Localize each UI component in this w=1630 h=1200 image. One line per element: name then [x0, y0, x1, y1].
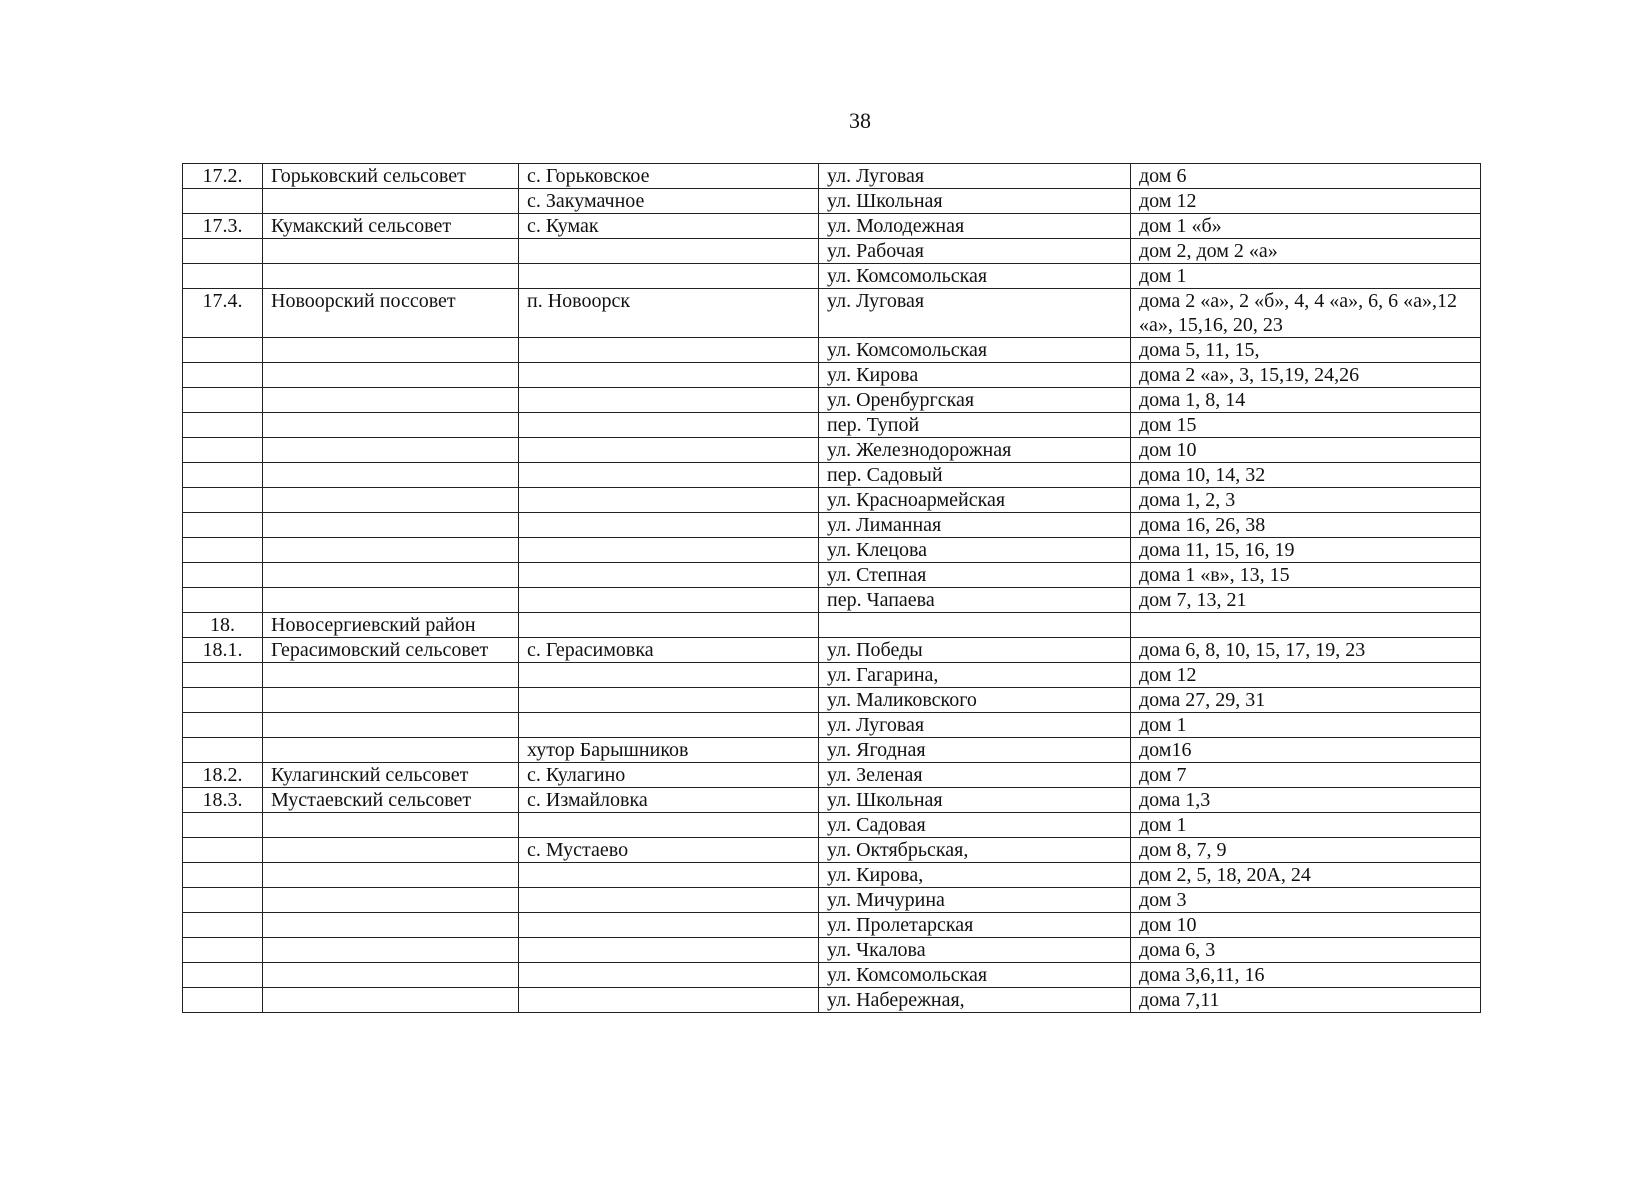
table-row: [183, 638, 1481, 663]
settlement-cell: с. Герасимовка: [519, 638, 819, 663]
houses-cell: дома 6, 3: [1131, 938, 1481, 963]
settlement-cell: [519, 538, 819, 563]
district-cell: Кулагинский сельсовет: [263, 763, 519, 788]
table-row: [183, 413, 1481, 438]
settlement-cell: с. Кумак: [519, 214, 819, 239]
item-number-cell: 17.3.: [183, 214, 263, 239]
street-cell: ул. Ягодная: [819, 738, 1131, 763]
item-number-cell: [183, 388, 263, 413]
table-row: [183, 463, 1481, 488]
street-cell: ул. Гагарина,: [819, 663, 1131, 688]
settlement-cell: с. Измайловка: [519, 788, 819, 813]
street-cell: пер. Чапаева: [819, 588, 1131, 613]
houses-cell: дом 8, 7, 9: [1131, 838, 1481, 863]
table-row: [183, 713, 1481, 738]
street-cell: пер. Тупой: [819, 413, 1131, 438]
district-cell: Мустаевский сельсовет: [263, 788, 519, 813]
houses-cell: [1131, 613, 1481, 638]
houses-cell: дом 7, 13, 21: [1131, 588, 1481, 613]
street-cell: ул. Железнодорожная: [819, 438, 1131, 463]
district-cell: [263, 663, 519, 688]
settlement-cell: [519, 363, 819, 388]
settlement-cell: [519, 463, 819, 488]
table-row: [183, 763, 1481, 788]
settlement-cell: [519, 688, 819, 713]
settlement-cell: [519, 388, 819, 413]
table-row: [183, 214, 1481, 239]
settlement-cell: [519, 813, 819, 838]
item-number-cell: [183, 338, 263, 363]
item-number-cell: [183, 264, 263, 289]
item-number-cell: 18.: [183, 613, 263, 638]
item-number-cell: [183, 513, 263, 538]
houses-cell: дом 10: [1131, 438, 1481, 463]
settlement-cell: [519, 988, 819, 1013]
houses-cell: дома 10, 14, 32: [1131, 463, 1481, 488]
item-number-cell: 18.1.: [183, 638, 263, 663]
settlement-cell: [519, 913, 819, 938]
table-row: [183, 738, 1481, 763]
table-row: [183, 863, 1481, 888]
table-row: [183, 838, 1481, 863]
settlement-cell: [519, 588, 819, 613]
district-cell: [263, 189, 519, 214]
houses-cell: дом 15: [1131, 413, 1481, 438]
table-row: [183, 813, 1481, 838]
street-cell: ул. Садовая: [819, 813, 1131, 838]
street-cell: ул. Комсомольская: [819, 338, 1131, 363]
houses-cell: дом 1 «б»: [1131, 214, 1481, 239]
houses-cell: дома 1, 2, 3: [1131, 488, 1481, 513]
item-number-cell: [183, 363, 263, 388]
district-cell: [263, 713, 519, 738]
district-cell: [263, 239, 519, 264]
settlement-cell: [519, 863, 819, 888]
settlement-cell: [519, 239, 819, 264]
street-cell: ул. Кирова: [819, 363, 1131, 388]
district-cell: [263, 463, 519, 488]
street-cell: ул. Зеленая: [819, 763, 1131, 788]
street-cell: [819, 613, 1131, 638]
table-row: [183, 563, 1481, 588]
table-row: [183, 988, 1481, 1013]
street-cell: ул. Победы: [819, 638, 1131, 663]
item-number-cell: [183, 463, 263, 488]
item-number-cell: [183, 963, 263, 988]
street-cell: ул. Молодежная: [819, 214, 1131, 239]
settlement-cell: хутор Барышников: [519, 738, 819, 763]
item-number-cell: [183, 888, 263, 913]
street-cell: ул. Степная: [819, 563, 1131, 588]
item-number-cell: 18.2.: [183, 763, 263, 788]
settlement-cell: с. Мустаево: [519, 838, 819, 863]
street-cell: ул. Красноармейская: [819, 488, 1131, 513]
table-row: [183, 388, 1481, 413]
street-cell: ул. Луговая: [819, 164, 1131, 189]
district-cell: [263, 838, 519, 863]
settlement-cell: [519, 938, 819, 963]
houses-cell: дом 2, 5, 18, 20А, 24: [1131, 863, 1481, 888]
district-cell: [263, 563, 519, 588]
street-cell: ул. Маликовского: [819, 688, 1131, 713]
houses-cell: дом 1: [1131, 813, 1481, 838]
item-number-cell: 17.4.: [183, 289, 263, 338]
table-row: [183, 963, 1481, 988]
district-cell: [263, 588, 519, 613]
table-row: [183, 264, 1481, 289]
item-number-cell: [183, 838, 263, 863]
district-cell: [263, 888, 519, 913]
district-cell: Новосергиевский район: [263, 613, 519, 638]
district-cell: [263, 938, 519, 963]
houses-cell: дома 16, 26, 38: [1131, 513, 1481, 538]
district-cell: [263, 438, 519, 463]
houses-cell: дома 6, 8, 10, 15, 17, 19, 23: [1131, 638, 1481, 663]
table-row: [183, 938, 1481, 963]
settlement-cell: с. Кулагино: [519, 763, 819, 788]
item-number-cell: [183, 913, 263, 938]
district-cell: [263, 813, 519, 838]
item-number-cell: [183, 988, 263, 1013]
houses-cell: дома 1 «в», 13, 15: [1131, 563, 1481, 588]
district-cell: [263, 688, 519, 713]
district-cell: Горьковский сельсовет: [263, 164, 519, 189]
street-cell: ул. Комсомольская: [819, 264, 1131, 289]
item-number-cell: [183, 438, 263, 463]
houses-cell: дом 1: [1131, 264, 1481, 289]
houses-cell: дом 12: [1131, 663, 1481, 688]
item-number-cell: [183, 563, 263, 588]
settlement-cell: с. Закумачное: [519, 189, 819, 214]
street-cell: ул. Чкалова: [819, 938, 1131, 963]
item-number-cell: 18.3.: [183, 788, 263, 813]
district-cell: [263, 388, 519, 413]
settlement-cell: [519, 888, 819, 913]
district-cell: Кумакский сельсовет: [263, 214, 519, 239]
street-cell: пер. Садовый: [819, 463, 1131, 488]
item-number-cell: [183, 413, 263, 438]
table-row: [183, 688, 1481, 713]
table-row: [183, 363, 1481, 388]
item-number-cell: 17.2.: [183, 164, 263, 189]
settlement-cell: [519, 488, 819, 513]
item-number-cell: [183, 588, 263, 613]
street-cell: ул. Набережная,: [819, 988, 1131, 1013]
item-number-cell: [183, 688, 263, 713]
table-row: [183, 488, 1481, 513]
settlement-cell: [519, 663, 819, 688]
houses-cell: дом 3: [1131, 888, 1481, 913]
table-row: [183, 663, 1481, 688]
houses-cell: дом 1: [1131, 713, 1481, 738]
table-row: [183, 289, 1481, 338]
settlement-cell: [519, 513, 819, 538]
item-number-cell: [183, 813, 263, 838]
settlement-cell: с. Горьковское: [519, 164, 819, 189]
street-cell: ул. Кирова,: [819, 863, 1131, 888]
settlement-cell: [519, 438, 819, 463]
table-row: [183, 913, 1481, 938]
houses-cell: дома 5, 11, 15,: [1131, 338, 1481, 363]
district-cell: [263, 338, 519, 363]
settlement-cell: [519, 563, 819, 588]
item-number-cell: [183, 713, 263, 738]
settlement-cell: [519, 713, 819, 738]
table-row: [183, 888, 1481, 913]
district-cell: [263, 488, 519, 513]
street-cell: ул. Рабочая: [819, 239, 1131, 264]
houses-cell: дом 6: [1131, 164, 1481, 189]
street-cell: ул. Пролетарская: [819, 913, 1131, 938]
item-number-cell: [183, 239, 263, 264]
item-number-cell: [183, 488, 263, 513]
houses-cell: дома 1,3: [1131, 788, 1481, 813]
district-cell: [263, 738, 519, 763]
houses-cell: дом 2, дом 2 «а»: [1131, 239, 1481, 264]
district-cell: [263, 988, 519, 1013]
street-cell: ул. Клецова: [819, 538, 1131, 563]
district-cell: [263, 963, 519, 988]
settlement-cell: [519, 264, 819, 289]
houses-cell: дома 11, 15, 16, 19: [1131, 538, 1481, 563]
table-row: [183, 788, 1481, 813]
item-number-cell: [183, 738, 263, 763]
district-cell: Герасимовский сельсовет: [263, 638, 519, 663]
table-row: [183, 438, 1481, 463]
item-number-cell: [183, 863, 263, 888]
settlement-cell: п. Новоорск: [519, 289, 819, 338]
district-cell: [263, 513, 519, 538]
settlement-cell: [519, 613, 819, 638]
table-row: [183, 239, 1481, 264]
street-cell: ул. Лиманная: [819, 513, 1131, 538]
street-cell: ул. Мичурина: [819, 888, 1131, 913]
table-row: [183, 613, 1481, 638]
settlement-cell: [519, 963, 819, 988]
street-cell: ул. Школьная: [819, 788, 1131, 813]
item-number-cell: [183, 538, 263, 563]
table-row: [183, 338, 1481, 363]
page-number: 38: [849, 108, 871, 133]
table-row: [183, 538, 1481, 563]
houses-cell: дома 2 «а», 2 «б», 4, 4 «а», 6, 6 «а»,12 «а», 15,16, 20, 23: [1131, 289, 1481, 338]
item-number-cell: [183, 189, 263, 214]
houses-cell: дом 12: [1131, 189, 1481, 214]
street-cell: ул. Луговая: [819, 713, 1131, 738]
district-cell: [263, 538, 519, 563]
district-cell: [263, 264, 519, 289]
settlement-cell: [519, 338, 819, 363]
item-number-cell: [183, 938, 263, 963]
district-cell: Новоорский поссовет: [263, 289, 519, 338]
table-row: [183, 513, 1481, 538]
district-cell: [263, 913, 519, 938]
district-cell: [263, 363, 519, 388]
houses-cell: дома 1, 8, 14: [1131, 388, 1481, 413]
street-cell: ул. Луговая: [819, 289, 1131, 338]
houses-cell: дом 7: [1131, 763, 1481, 788]
item-number-cell: [183, 663, 263, 688]
houses-cell: дом 10: [1131, 913, 1481, 938]
address-table-body: [183, 164, 1481, 1013]
street-cell: ул. Оренбургская: [819, 388, 1131, 413]
houses-cell: дома 2 «а», 3, 15,19, 24,26: [1131, 363, 1481, 388]
street-cell: ул. Октябрьская,: [819, 838, 1131, 863]
street-cell: ул. Школьная: [819, 189, 1131, 214]
table-row: [183, 189, 1481, 214]
district-cell: [263, 863, 519, 888]
houses-cell: дом16: [1131, 738, 1481, 763]
houses-cell: дома 3,6,11, 16: [1131, 963, 1481, 988]
houses-cell: дома 7,11: [1131, 988, 1481, 1013]
district-cell: [263, 413, 519, 438]
address-table: [182, 163, 1481, 1013]
table-row: [183, 588, 1481, 613]
table-row: [183, 164, 1481, 189]
houses-cell: дома 27, 29, 31: [1131, 688, 1481, 713]
settlement-cell: [519, 413, 819, 438]
street-cell: ул. Комсомольская: [819, 963, 1131, 988]
